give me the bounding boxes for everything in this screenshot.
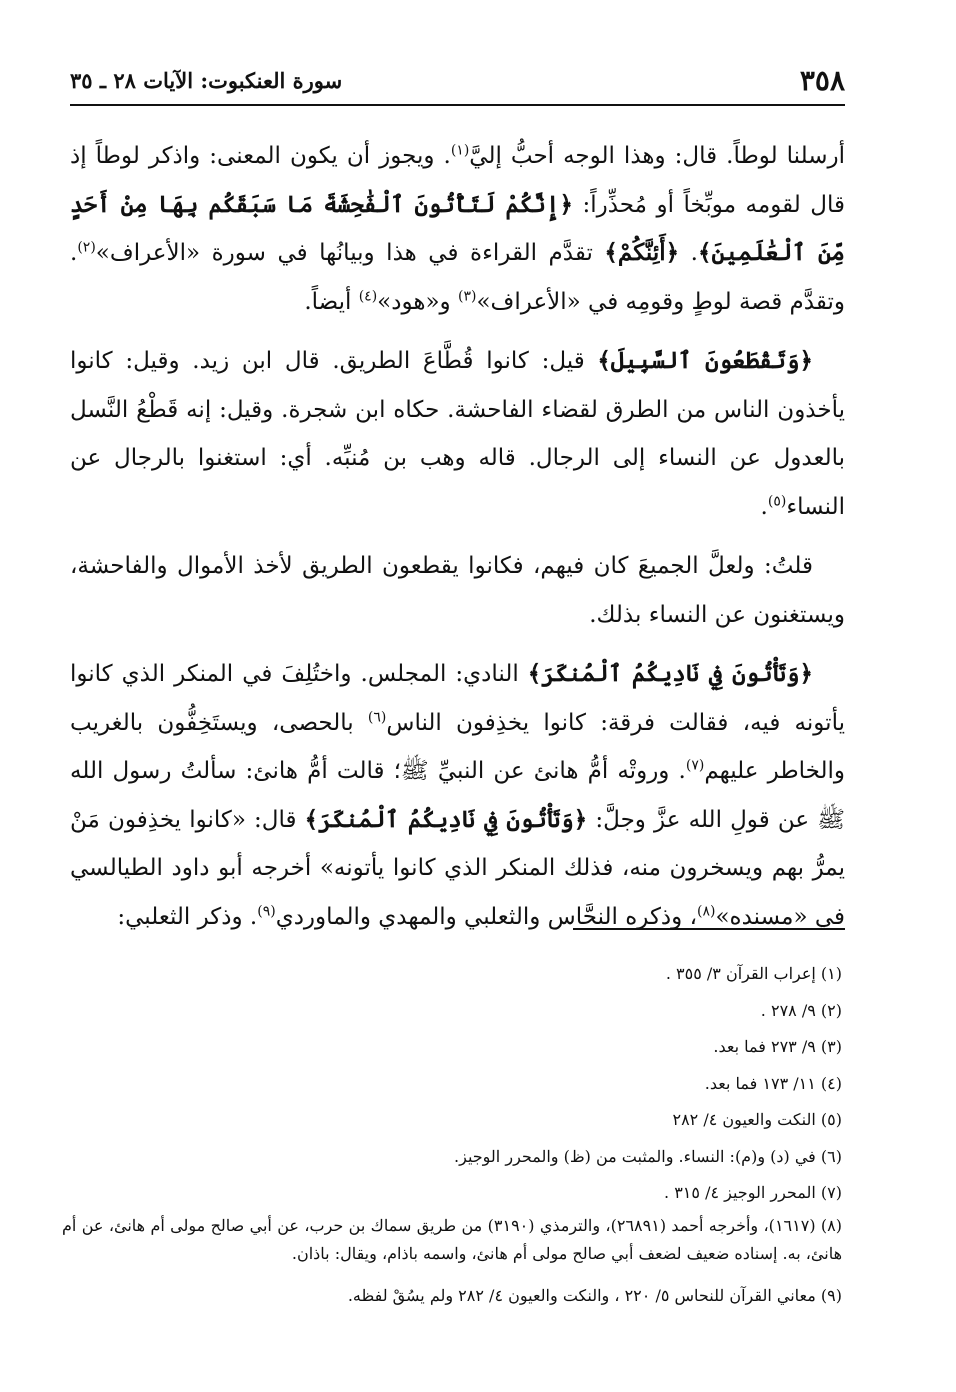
footnote-9: (٩) معاني القرآن للنحاس ٥/ ٢٢٠ ، والنكت والعيون ٤/ ٢٨٢ ولم يسُقْ لفظه.	[347, 1285, 842, 1305]
paragraph-2: ﴿وَتَقْطَعُونَ ٱلسَّبِيلَ﴾ قيل: كانوا قُطَّاعَ الطريق. قال ابن زيد. وقيل: كانوا يأخذون الناس من الطرق لقضاء الفاحشة. حكاه ابن شجرة. وقيل: إنه قَطْعُ النَّسل بالعدول عن النساء إلى الرجال. قاله وهب بن مُنبِّه. أي: استغنوا بالرجال عن النساء$^{(٥)}$.	[70, 347, 845, 520]
footnote-ref-4: (٤)	[358, 287, 378, 304]
paragraph-1: أرسلنا لوطاً. قال: وهذا الوجه أحبُّ إليَّ$^{(١)}$. ويجوز أن يكون المعنى: واذكر لوطاً إذ قال لقومه موبِّخاً أو مُحذِّراً: ﴿إِنَّكُمْ لَتَأْتُونَ ٱلْفَٰحِشَةَ مَا سَبَقَكُم بِهَا مِنْ أَحَدٍ مِّنَ ٱلْعَٰلَمِينَ﴾. ﴿أَئِنَّكُمْ﴾ تقدَّم القراءة في هذا وبيانُها في سورة «الأعراف»$^{(٢)}$. وتقدَّم قصة لوطٍ وقومِه في «الأعراف»$^{(٣)}$ و«هود»$^{(٤)}$ أيضاً.	[70, 142, 845, 315]
running-title: سورة العنكبوت: الآيات ٢٨ ـ ٣٥	[70, 67, 343, 93]
footnote-3: (٣) ٩/ ٢٧٣ فما بعد.	[713, 1037, 842, 1056]
footnote-ref-1: (١)	[450, 142, 470, 159]
quran-verse: ﴿وَتَأْتُونَ فِي نَادِيكُمُ ٱلْمُنكَرَ﴾	[304, 805, 588, 833]
paragraph-4: ﴿وَتَأْتُونَ فِي نَادِيكُمُ ٱلْمُنكَرَ﴾ النادي: المجلس. واختُلِفَ في المنكر الذي كانوا يأتونه فيه، فقالت فرقة: كانوا يخذِفون الناس$^{(٦)}$ بالحصى، ويستَخِفُّون بالغريب والخاطر عليهم$^{(٧)}$. وروتْه أمُّ هانئ عن النبيِّ ﷺ؛ قالت أمُّ هانئ: سألتُ رسول الله ﷺ عن قولِ الله عزَّ وجلَّ: ﴿وَتَأْتُونَ فِي نَادِيكُمُ ٱلْمُنكَرَ﴾ قال: «كانوا يخذِفون مَنْ يمرُّ بهم ويسخرون منه، فذلك المنكر الذي كانوا يأتونه» أخرجه أبو داود الطيالسي في «مسنده»$^{(٨)}$، وذكره النحَّاس والثعلبي والمهدي والماوردي$^{(٩)}$. وذكر الثعلبي:	[70, 660, 845, 930]
page-number: ٣٥٨	[799, 63, 845, 97]
footnote-ref-9: (٩)	[257, 902, 276, 919]
footnote-ref-6: (٦)	[367, 708, 387, 725]
quran-verse: ﴿وَتَقْطَعُونَ ٱلسَّبِيلَ﴾	[597, 347, 813, 374]
footnote-2: (٢) ٩/ ٢٧٨ .	[760, 1000, 842, 1020]
footnote-7: (٧) المحرر الوجيز ٤/ ٣١٥ .	[664, 1183, 842, 1202]
page-header	[70, 58, 845, 102]
quran-verse: ﴿وَتَأْتُونَ فِي نَادِيكُمُ ٱلْمُنكَرَ﴾	[527, 660, 813, 687]
footnote-ref-2: (٢)	[77, 239, 96, 256]
footnote-6: (٦) في (د) و(م): النساء. والمثبت من (ظ) والمحرر الوجيز.	[454, 1146, 842, 1166]
footnote-separator	[573, 928, 845, 930]
header-rule	[70, 104, 845, 106]
footnote-ref-5: (٥)	[767, 492, 787, 509]
main-text	[70, 132, 845, 952]
footnote-1: (١) إعراب القرآن ٣/ ٣٥٥ .	[665, 964, 842, 983]
footnote-ref-3: (٣)	[457, 287, 477, 304]
footnote-8: (٨) (١٦١٧)، وأخرجه أحمد (٢٦٨٩١)، والترمذي (٣١٩٠) من طريق سماك بن حرب، عن أبي صالح مولى أم هانئ، عن أم هانئ، به. إسناده ضعيف لضعف أبي صالح مولى أم هانئ، واسمه باذام، ويقال: باذان.	[62, 1215, 843, 1263]
paragraph-3: قلتُ: ولعلَّ الجميعَ كان فيهم، فكانوا يقطعون الطريق لأخذ الأموال والفاحشة، ويستغنون عن النساء بذلك.	[70, 553, 845, 628]
footnote-ref-8: (٨)	[697, 902, 716, 919]
quran-verse: ﴿إِنَّكُمْ لَتَأْتُونَ ٱلْفَٰحِشَةَ مَا سَبَقَكُم بِهَا مِنْ أَحَدٍ مِّنَ ٱلْعَٰلَمِينَ﴾	[70, 190, 845, 266]
footnote-5: (٥) النكت والعيون ٤/ ٢٨٢	[672, 1110, 842, 1129]
footnotes	[62, 956, 842, 1314]
footnote-4: (٤) ١١/ ١٧٣ فما بعد.	[704, 1073, 842, 1093]
footnote-ref-7: (٧)	[685, 757, 705, 774]
quran-verse: ﴿أَئِنَّكُمْ﴾	[604, 239, 680, 266]
